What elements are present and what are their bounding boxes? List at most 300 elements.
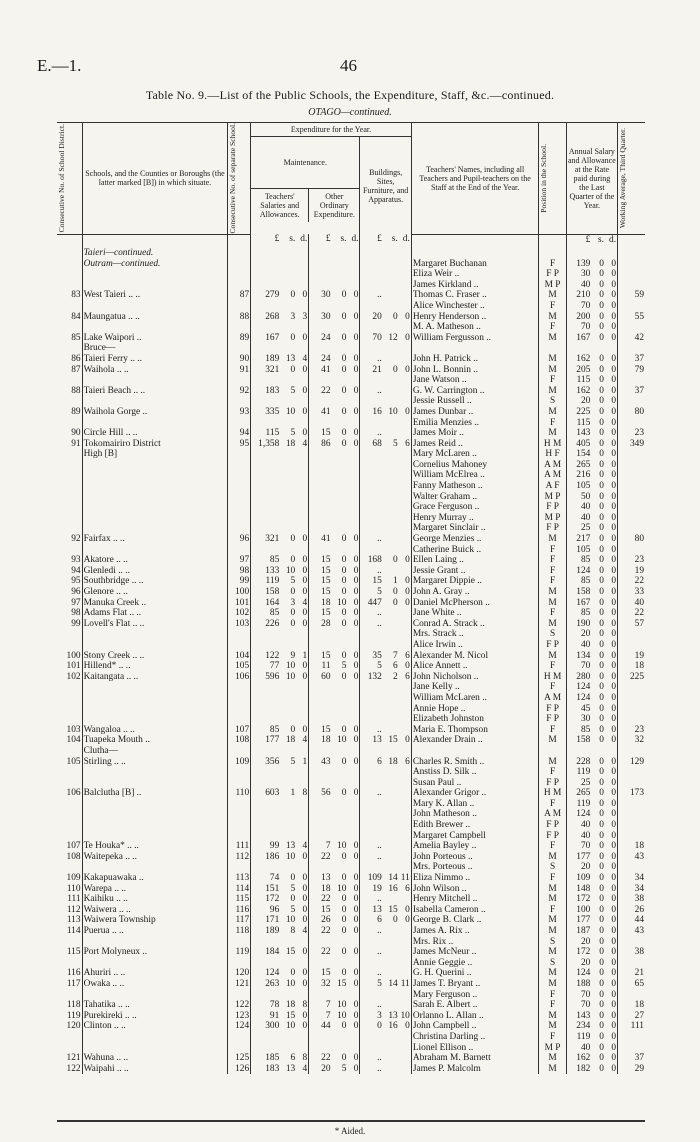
- school-name: Waitepeka .. ..: [82, 852, 228, 863]
- district-no: 94: [57, 566, 82, 577]
- working-average: 26: [634, 904, 644, 915]
- other-shillings: [332, 513, 348, 524]
- position: M: [539, 979, 566, 990]
- school-no: [228, 682, 251, 693]
- other-pounds: 26: [321, 915, 331, 926]
- school-no: [228, 809, 251, 820]
- buildings-pounds: 0: [377, 1021, 382, 1032]
- school-name: Kaitangata .. ..: [82, 672, 228, 683]
- salary-pence: 0: [296, 428, 309, 439]
- annual-pounds: 20: [580, 396, 591, 407]
- school-no: 112: [228, 852, 251, 863]
- other-pence: [347, 513, 360, 524]
- school-no: 101: [228, 598, 251, 609]
- salary-pence: [296, 248, 309, 259]
- buildings-shillings: 0: [393, 915, 398, 926]
- other-shillings: 0: [341, 534, 347, 545]
- buildings-pence: [399, 1032, 412, 1043]
- table-row: [57, 704, 645, 715]
- buildings-pence: [399, 1053, 412, 1064]
- annual-shillings: 0: [599, 873, 604, 884]
- school-name: [82, 418, 228, 429]
- teacher-name: Amelia Bayley ..: [411, 841, 539, 852]
- annual-pence: 0: [605, 682, 618, 693]
- district-no: 98: [57, 608, 82, 619]
- buildings-shillings: [383, 990, 399, 1001]
- buildings-pounds: 70: [372, 332, 382, 343]
- table-row: [57, 894, 645, 905]
- school-name: Taieri Beach .. ..: [82, 386, 228, 397]
- buildings-pounds: 3: [377, 1010, 382, 1021]
- other-pence: [347, 831, 360, 842]
- annual-pence: 0: [605, 492, 618, 503]
- annual-pounds: 280: [576, 671, 591, 682]
- buildings-shillings: [383, 492, 399, 503]
- annual-pounds: 162: [576, 385, 591, 396]
- salary-pounds: [251, 809, 281, 820]
- school-no: [228, 767, 251, 778]
- other-pounds: 22: [321, 926, 331, 937]
- table-row: [57, 1021, 645, 1032]
- school-name: [82, 523, 228, 534]
- annual-pounds: 30: [580, 714, 591, 725]
- other-pounds: 30: [321, 290, 331, 301]
- buildings-pence: 11: [399, 979, 412, 990]
- district-no: [57, 820, 82, 831]
- working-average: [618, 513, 645, 524]
- buildings-shillings: [383, 1053, 399, 1064]
- buildings-shillings: [383, 619, 399, 630]
- salary-pounds: [251, 470, 281, 481]
- school-no: 103: [228, 619, 251, 630]
- other-shillings: 0: [341, 671, 347, 682]
- salary-pence: [296, 502, 309, 513]
- annual-shillings: 0: [599, 322, 604, 333]
- buildings-pence: [399, 481, 412, 492]
- buildings-pounds: [360, 492, 383, 503]
- table-row: [57, 290, 645, 301]
- salary-pence: [296, 831, 309, 842]
- annual-shillings: 0: [599, 491, 604, 502]
- working-average: [618, 990, 645, 1001]
- buildings-shillings: 14: [388, 873, 398, 884]
- position: M: [539, 757, 566, 768]
- position: A M: [539, 470, 566, 481]
- district-no: 111: [57, 894, 82, 905]
- buildings-pounds: [360, 301, 383, 312]
- working-average: [618, 640, 645, 651]
- buildings-shillings: [383, 788, 399, 799]
- working-average: 27: [634, 1010, 644, 1021]
- salary-pounds: [251, 513, 281, 524]
- teacher-name: George Menzies ..: [411, 534, 539, 545]
- salary-pence: 0: [296, 884, 309, 895]
- working-average: 18: [634, 841, 644, 852]
- annual-shillings: 0: [599, 841, 604, 852]
- annual-shillings: 0: [599, 438, 604, 449]
- position: F: [539, 375, 566, 386]
- other-pence: [347, 714, 360, 725]
- annual-pence: 0: [605, 767, 618, 778]
- district-no: [57, 746, 82, 757]
- annual-pence: 0: [605, 947, 618, 958]
- table-row: [57, 566, 645, 577]
- annual-pounds: 119: [576, 1031, 591, 1042]
- teacher-name: James A. Rix ..: [411, 926, 539, 937]
- buildings-pence: [399, 746, 412, 757]
- salary-pence: 4: [296, 926, 309, 937]
- other-pounds: [309, 682, 332, 693]
- salary-pence: 0: [296, 407, 309, 418]
- salary-pence: [296, 1032, 309, 1043]
- school-name: [82, 958, 228, 969]
- salary-shillings: [280, 799, 296, 810]
- other-shillings: [332, 746, 348, 757]
- buildings-pence: [399, 831, 412, 842]
- salary-pounds: [251, 269, 281, 280]
- school-name: Stony Creek .. ..: [82, 651, 228, 662]
- salary-pounds: 279: [265, 290, 280, 301]
- other-pounds: [309, 269, 332, 280]
- salary-pounds: 603: [265, 788, 280, 799]
- buildings-shillings: [383, 428, 399, 439]
- annual-pounds: 143: [576, 428, 591, 439]
- other-pounds: 22: [321, 894, 331, 905]
- annual-pence: 0: [605, 545, 618, 556]
- district-no: 119: [57, 1011, 82, 1022]
- salary-shillings: 15: [285, 947, 296, 958]
- school-name: Te Houka* .. ..: [82, 841, 228, 852]
- school-name: Tokomairiro District: [82, 439, 228, 450]
- salary-shillings: 5: [290, 385, 296, 396]
- table-row: [57, 884, 645, 895]
- district-no: [57, 990, 82, 1001]
- district-no: 110: [57, 884, 82, 895]
- school-no: [228, 629, 251, 640]
- teacher-name: Alexander Drain ..: [411, 735, 539, 746]
- buildings-pence: [399, 799, 412, 810]
- school-no: [228, 492, 251, 503]
- salary-shillings: [280, 248, 296, 259]
- position: M P: [539, 513, 566, 524]
- other-pounds: 15: [321, 428, 331, 439]
- other-pence: 0: [347, 735, 360, 746]
- table-row: [57, 799, 645, 810]
- school-no: [228, 862, 251, 873]
- salary-pence: [296, 513, 309, 524]
- table-row: [57, 831, 645, 842]
- district-no: 109: [57, 873, 82, 884]
- buildings-pounds: ..: [377, 618, 382, 629]
- position: F: [539, 767, 566, 778]
- school-no: [228, 418, 251, 429]
- school-no: 98: [228, 566, 251, 577]
- annual-pounds: 177: [576, 915, 591, 926]
- buildings-pence: 0: [399, 407, 412, 418]
- col-other: Other Ordinary Expenditure.: [309, 188, 360, 222]
- position: M: [539, 852, 566, 863]
- annual-pence: 0: [605, 873, 618, 884]
- salary-pounds: [251, 301, 281, 312]
- district-no: [57, 958, 82, 969]
- unit-pence: d.: [347, 234, 360, 248]
- other-shillings: [332, 1032, 348, 1043]
- salary-pounds: [251, 640, 281, 651]
- salary-shillings: [280, 714, 296, 725]
- position: F: [539, 799, 566, 810]
- annual-pounds: 124: [576, 809, 591, 820]
- school-no: 122: [228, 1000, 251, 1011]
- table-row: [57, 693, 645, 704]
- working-average: 23: [634, 428, 644, 439]
- working-average: 44: [634, 915, 644, 926]
- annual-pounds: 85: [580, 608, 591, 619]
- annual-shillings: 0: [599, 375, 604, 386]
- position: F: [539, 841, 566, 852]
- buildings-pounds: [360, 958, 383, 969]
- salary-pounds: [251, 714, 281, 725]
- salary-shillings: [280, 937, 296, 948]
- salary-shillings: 10: [285, 915, 296, 926]
- buildings-pounds: [360, 259, 383, 270]
- table-row: [57, 502, 645, 513]
- annual-shillings: 0: [599, 1021, 604, 1032]
- school-name: Glenledi .. ..: [82, 566, 228, 577]
- teacher-name: Margaret Dippie ..: [411, 576, 539, 587]
- teacher-name: Alexander Grigor ..: [411, 788, 539, 799]
- school-name: [82, 301, 228, 312]
- buildings-shillings: 12: [388, 332, 398, 343]
- annual-shillings: 0: [599, 523, 604, 534]
- salary-pounds: 167: [265, 332, 280, 343]
- annual-shillings: 0: [599, 989, 604, 1000]
- working-average: 18: [634, 1000, 644, 1011]
- other-pence: 0: [347, 428, 360, 439]
- school-no: [228, 449, 251, 460]
- annual-pounds: 265: [576, 788, 591, 799]
- district-no: 107: [57, 841, 82, 852]
- annual-pounds: 188: [576, 978, 591, 989]
- teacher-name: Catherine Buick ..: [411, 545, 539, 556]
- other-shillings: 0: [341, 428, 347, 439]
- buildings-pounds: ..: [377, 565, 382, 576]
- table-row: [57, 598, 645, 609]
- annual-shillings: 0: [599, 767, 604, 778]
- salary-pence: 3: [296, 312, 309, 323]
- district-no: [57, 492, 82, 503]
- other-pounds: [309, 799, 332, 810]
- buildings-pounds: ..: [377, 1000, 382, 1011]
- buildings-pence: 6: [399, 651, 412, 662]
- buildings-pence: [399, 714, 412, 725]
- position: M: [539, 735, 566, 746]
- school-name: Maungatua .. ..: [82, 312, 228, 323]
- buildings-pounds: ..: [377, 428, 382, 439]
- salary-pence: 0: [296, 290, 309, 301]
- annual-pence: [605, 746, 618, 757]
- school-name: Kakapuawaka ..: [82, 873, 228, 884]
- school-no: [228, 269, 251, 280]
- annual-pounds: 158: [576, 587, 591, 598]
- other-shillings: [332, 492, 348, 503]
- buildings-pence: [399, 301, 412, 312]
- school-name: Tuapeka Mouth ..: [82, 735, 228, 746]
- salary-pounds: 183: [265, 1063, 280, 1074]
- annual-pounds: 85: [580, 576, 591, 587]
- salary-pence: [296, 418, 309, 429]
- annual-shillings: 0: [599, 608, 604, 619]
- working-average: 21: [634, 968, 644, 979]
- annual-pounds: 40: [580, 820, 591, 831]
- annual-pence: 0: [605, 661, 618, 672]
- annual-pence: 0: [605, 1032, 618, 1043]
- school-no: [228, 640, 251, 651]
- buildings-pounds: [360, 640, 383, 651]
- school-name: [82, 545, 228, 556]
- position: M: [539, 428, 566, 439]
- annual-pounds: 45: [580, 703, 591, 714]
- buildings-pence: 0: [399, 365, 412, 376]
- other-pence: [347, 778, 360, 789]
- buildings-pence: [399, 820, 412, 831]
- annual-shillings: 0: [599, 1053, 604, 1064]
- annual-shillings: 0: [599, 534, 604, 545]
- annual-pounds: 234: [576, 1021, 591, 1032]
- other-pence: 0: [347, 1053, 360, 1064]
- salary-pounds: [251, 746, 281, 757]
- buildings-shillings: 15: [388, 904, 398, 915]
- district-no: [57, 831, 82, 842]
- school-no: 121: [228, 979, 251, 990]
- buildings-shillings: 14: [388, 978, 398, 989]
- table-row: [57, 788, 645, 799]
- other-pence: 0: [347, 619, 360, 630]
- buildings-shillings: [383, 682, 399, 693]
- school-name: Akatore .. ..: [82, 555, 228, 566]
- school-name: West Taieri .. ..: [82, 290, 228, 301]
- district-no: [57, 481, 82, 492]
- buildings-shillings: [383, 269, 399, 280]
- salary-pence: 1: [296, 651, 309, 662]
- other-pounds: 22: [321, 947, 331, 958]
- salary-pence: 0: [296, 365, 309, 376]
- annual-pence: 0: [605, 809, 618, 820]
- buildings-shillings: [383, 809, 399, 820]
- school-name: [82, 640, 228, 651]
- other-shillings: 0: [341, 968, 347, 979]
- working-average: [618, 492, 645, 503]
- buildings-shillings: [383, 322, 399, 333]
- position: M P: [539, 280, 566, 291]
- position: M: [539, 947, 566, 958]
- salary-shillings: 10: [285, 978, 296, 989]
- district-no: 86: [57, 354, 82, 365]
- annual-pounds: 115: [576, 375, 591, 386]
- unit-shilling: s.: [289, 234, 296, 245]
- salary-shillings: [280, 629, 296, 640]
- buildings-shillings: [383, 778, 399, 789]
- position: M: [539, 354, 566, 365]
- teacher-name: John Matheson ..: [411, 809, 539, 820]
- annual-pounds: 70: [580, 661, 591, 672]
- other-pence: [347, 640, 360, 651]
- teacher-name: Emilia Menzies ..: [411, 418, 539, 429]
- school-name: [82, 820, 228, 831]
- annual-shillings: 0: [599, 629, 604, 640]
- salary-pounds: [251, 523, 281, 534]
- annual-pounds: 187: [576, 926, 591, 937]
- position: M: [539, 386, 566, 397]
- position: [539, 248, 566, 259]
- other-pence: 0: [347, 1000, 360, 1011]
- table-row: [57, 1011, 645, 1022]
- school-name: Adams Flat .. ..: [82, 608, 228, 619]
- school-no: 87: [228, 290, 251, 301]
- annual-pence: 0: [605, 672, 618, 683]
- col-expenditure: Expenditure for the Year.: [251, 123, 412, 137]
- salary-shillings: [280, 704, 296, 715]
- other-pence: [347, 1043, 360, 1054]
- other-pence: [347, 799, 360, 810]
- unit-pence: d.: [296, 234, 309, 248]
- other-pounds: 15: [321, 565, 331, 576]
- salary-pounds: 189: [265, 353, 280, 364]
- teacher-name: James McNeur ..: [411, 947, 539, 958]
- teacher-name: Margaret Sinclair ..: [411, 523, 539, 534]
- buildings-shillings: 1: [393, 576, 398, 587]
- annual-pounds: 40: [580, 279, 591, 290]
- annual-pounds: 85: [580, 724, 591, 735]
- working-average: 111: [630, 1021, 644, 1032]
- school-no: 119: [228, 947, 251, 958]
- other-pence: 0: [347, 333, 360, 344]
- teacher-name: Anstiss D. Silk ..: [411, 767, 539, 778]
- buildings-pounds: 5: [377, 661, 382, 672]
- teacher-name: Annie Hope ..: [411, 704, 539, 715]
- annual-pounds: 40: [580, 1042, 591, 1053]
- salary-pence: [296, 937, 309, 948]
- annual-pence: 0: [605, 365, 618, 376]
- school-name: Owaka .. ..: [82, 979, 228, 990]
- position: F: [539, 873, 566, 884]
- other-pounds: [309, 1032, 332, 1043]
- salary-pounds: 172: [265, 894, 280, 905]
- annual-shillings: 0: [599, 735, 604, 746]
- other-pounds: [309, 862, 332, 873]
- salary-pounds: [251, 481, 281, 492]
- salary-pence: [296, 958, 309, 969]
- annual-pence: 0: [605, 259, 618, 270]
- other-pounds: 60: [321, 671, 331, 682]
- table-row: [57, 725, 645, 736]
- district-no: [57, 513, 82, 524]
- salary-pence: [296, 809, 309, 820]
- salary-shillings: [280, 322, 296, 333]
- school-no: 111: [228, 841, 251, 852]
- other-pence: 0: [347, 365, 360, 376]
- table-row: [57, 1043, 645, 1054]
- annual-shillings: 0: [599, 1000, 604, 1011]
- buildings-pounds: 15: [372, 576, 382, 587]
- position: F P: [539, 523, 566, 534]
- buildings-pence: [399, 788, 412, 799]
- buildings-shillings: [383, 799, 399, 810]
- district-no: [57, 269, 82, 280]
- working-average: [618, 375, 645, 386]
- buildings-shillings: [383, 375, 399, 386]
- buildings-shillings: [383, 608, 399, 619]
- annual-shillings: 0: [599, 1010, 604, 1021]
